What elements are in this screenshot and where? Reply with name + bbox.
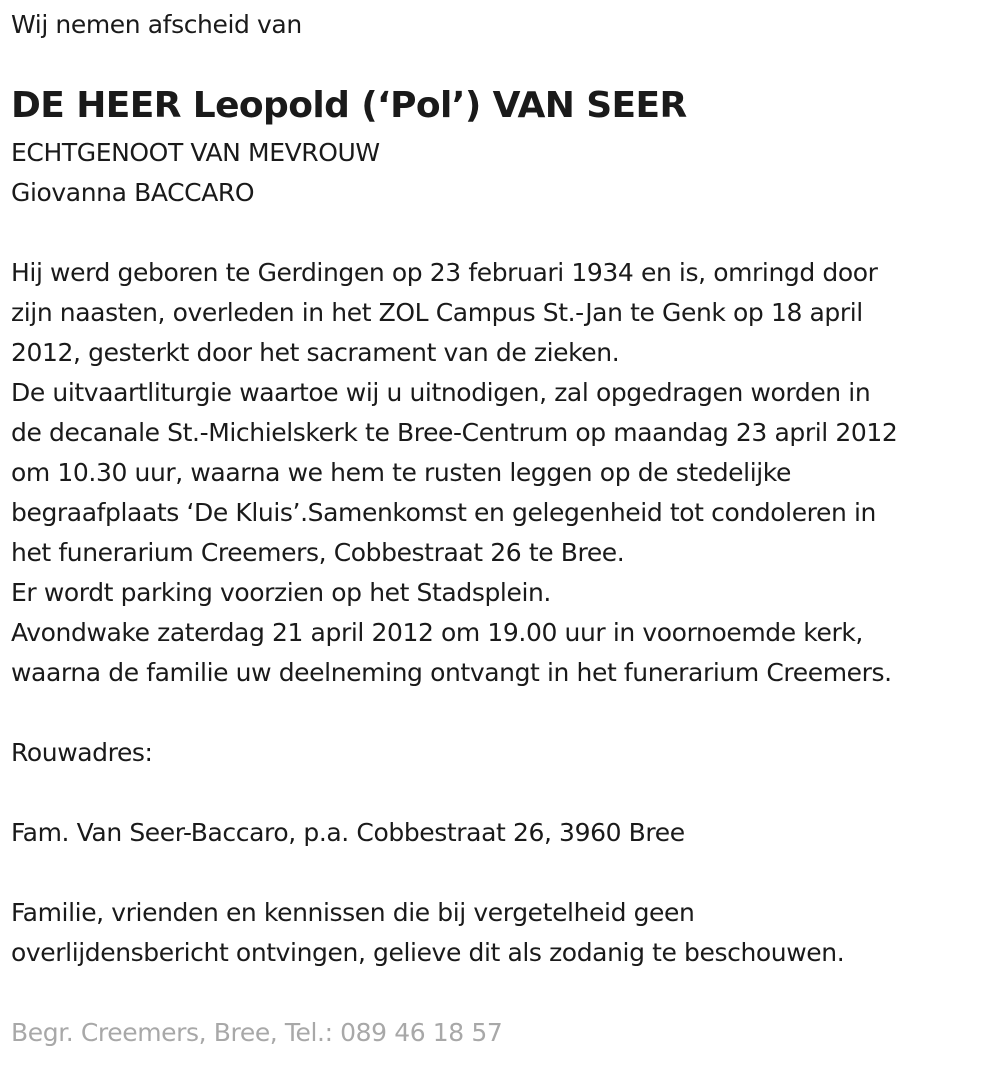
funeral-home-footer: Begr. Creemers, Bree, Tel.: 089 46 18 57	[11, 1018, 503, 1047]
body-line: 2012, gesterkt door het sacrament van de zieken.	[11, 338, 620, 367]
body-line: het funerarium Creemers, Cobbestraat 26 te Bree.	[11, 538, 625, 567]
mourning-address: Fam. Van Seer-Baccaro, p.a. Cobbestraat 26, 3960 Bree	[11, 818, 685, 847]
closing-line: Familie, vrienden en kennissen die bij vergetelheid geen	[11, 898, 695, 927]
body-line: Avondwake zaterdag 21 april 2012 om 19.00 uur in voornoemde kerk,	[11, 618, 863, 647]
deceased-name: DE HEER Leopold (‘Pol’) VAN SEER	[11, 85, 687, 126]
body-line: zijn naasten, overleden in het ZOL Campus St.-Jan te Genk op 18 april	[11, 298, 863, 327]
body-line: om 10.30 uur, waarna we hem te rusten leggen op de stedelijke	[11, 458, 791, 487]
body-line: Er wordt parking voorzien op het Stadsplein.	[11, 578, 551, 607]
mourning-address-label: Rouwadres:	[11, 738, 153, 767]
notice-closing	[11, 893, 996, 973]
body-line: de decanale St.-Michielskerk te Bree-Centrum op maandag 23 april 2012	[11, 418, 898, 447]
intro-text: Wij nemen afscheid van	[11, 10, 302, 39]
spacer	[11, 773, 996, 813]
spouse-title: ECHTGENOOT VAN MEVROUW	[11, 138, 380, 167]
spouse-name: Giovanna BACCARO	[11, 178, 255, 207]
spacer	[11, 853, 996, 893]
spacer	[11, 693, 996, 733]
body-line: De uitvaartliturgie waartoe wij u uitnodigen, zal opgedragen worden in	[11, 378, 871, 407]
notice-body	[11, 253, 996, 693]
spacer	[11, 973, 996, 1013]
closing-line: overlijdensbericht ontvingen, gelieve dit als zodanig te beschouwen.	[11, 938, 845, 967]
body-line: begraafplaats ‘De Kluis’.Samenkomst en gelegenheid tot condoleren in	[11, 498, 876, 527]
spacer	[11, 213, 996, 253]
body-line: waarna de familie uw deelneming ontvangt in het funerarium Creemers.	[11, 658, 892, 687]
death-notice	[11, 0, 996, 1053]
body-line: Hij werd geboren te Gerdingen op 23 februari 1934 en is, omringd door	[11, 258, 878, 287]
